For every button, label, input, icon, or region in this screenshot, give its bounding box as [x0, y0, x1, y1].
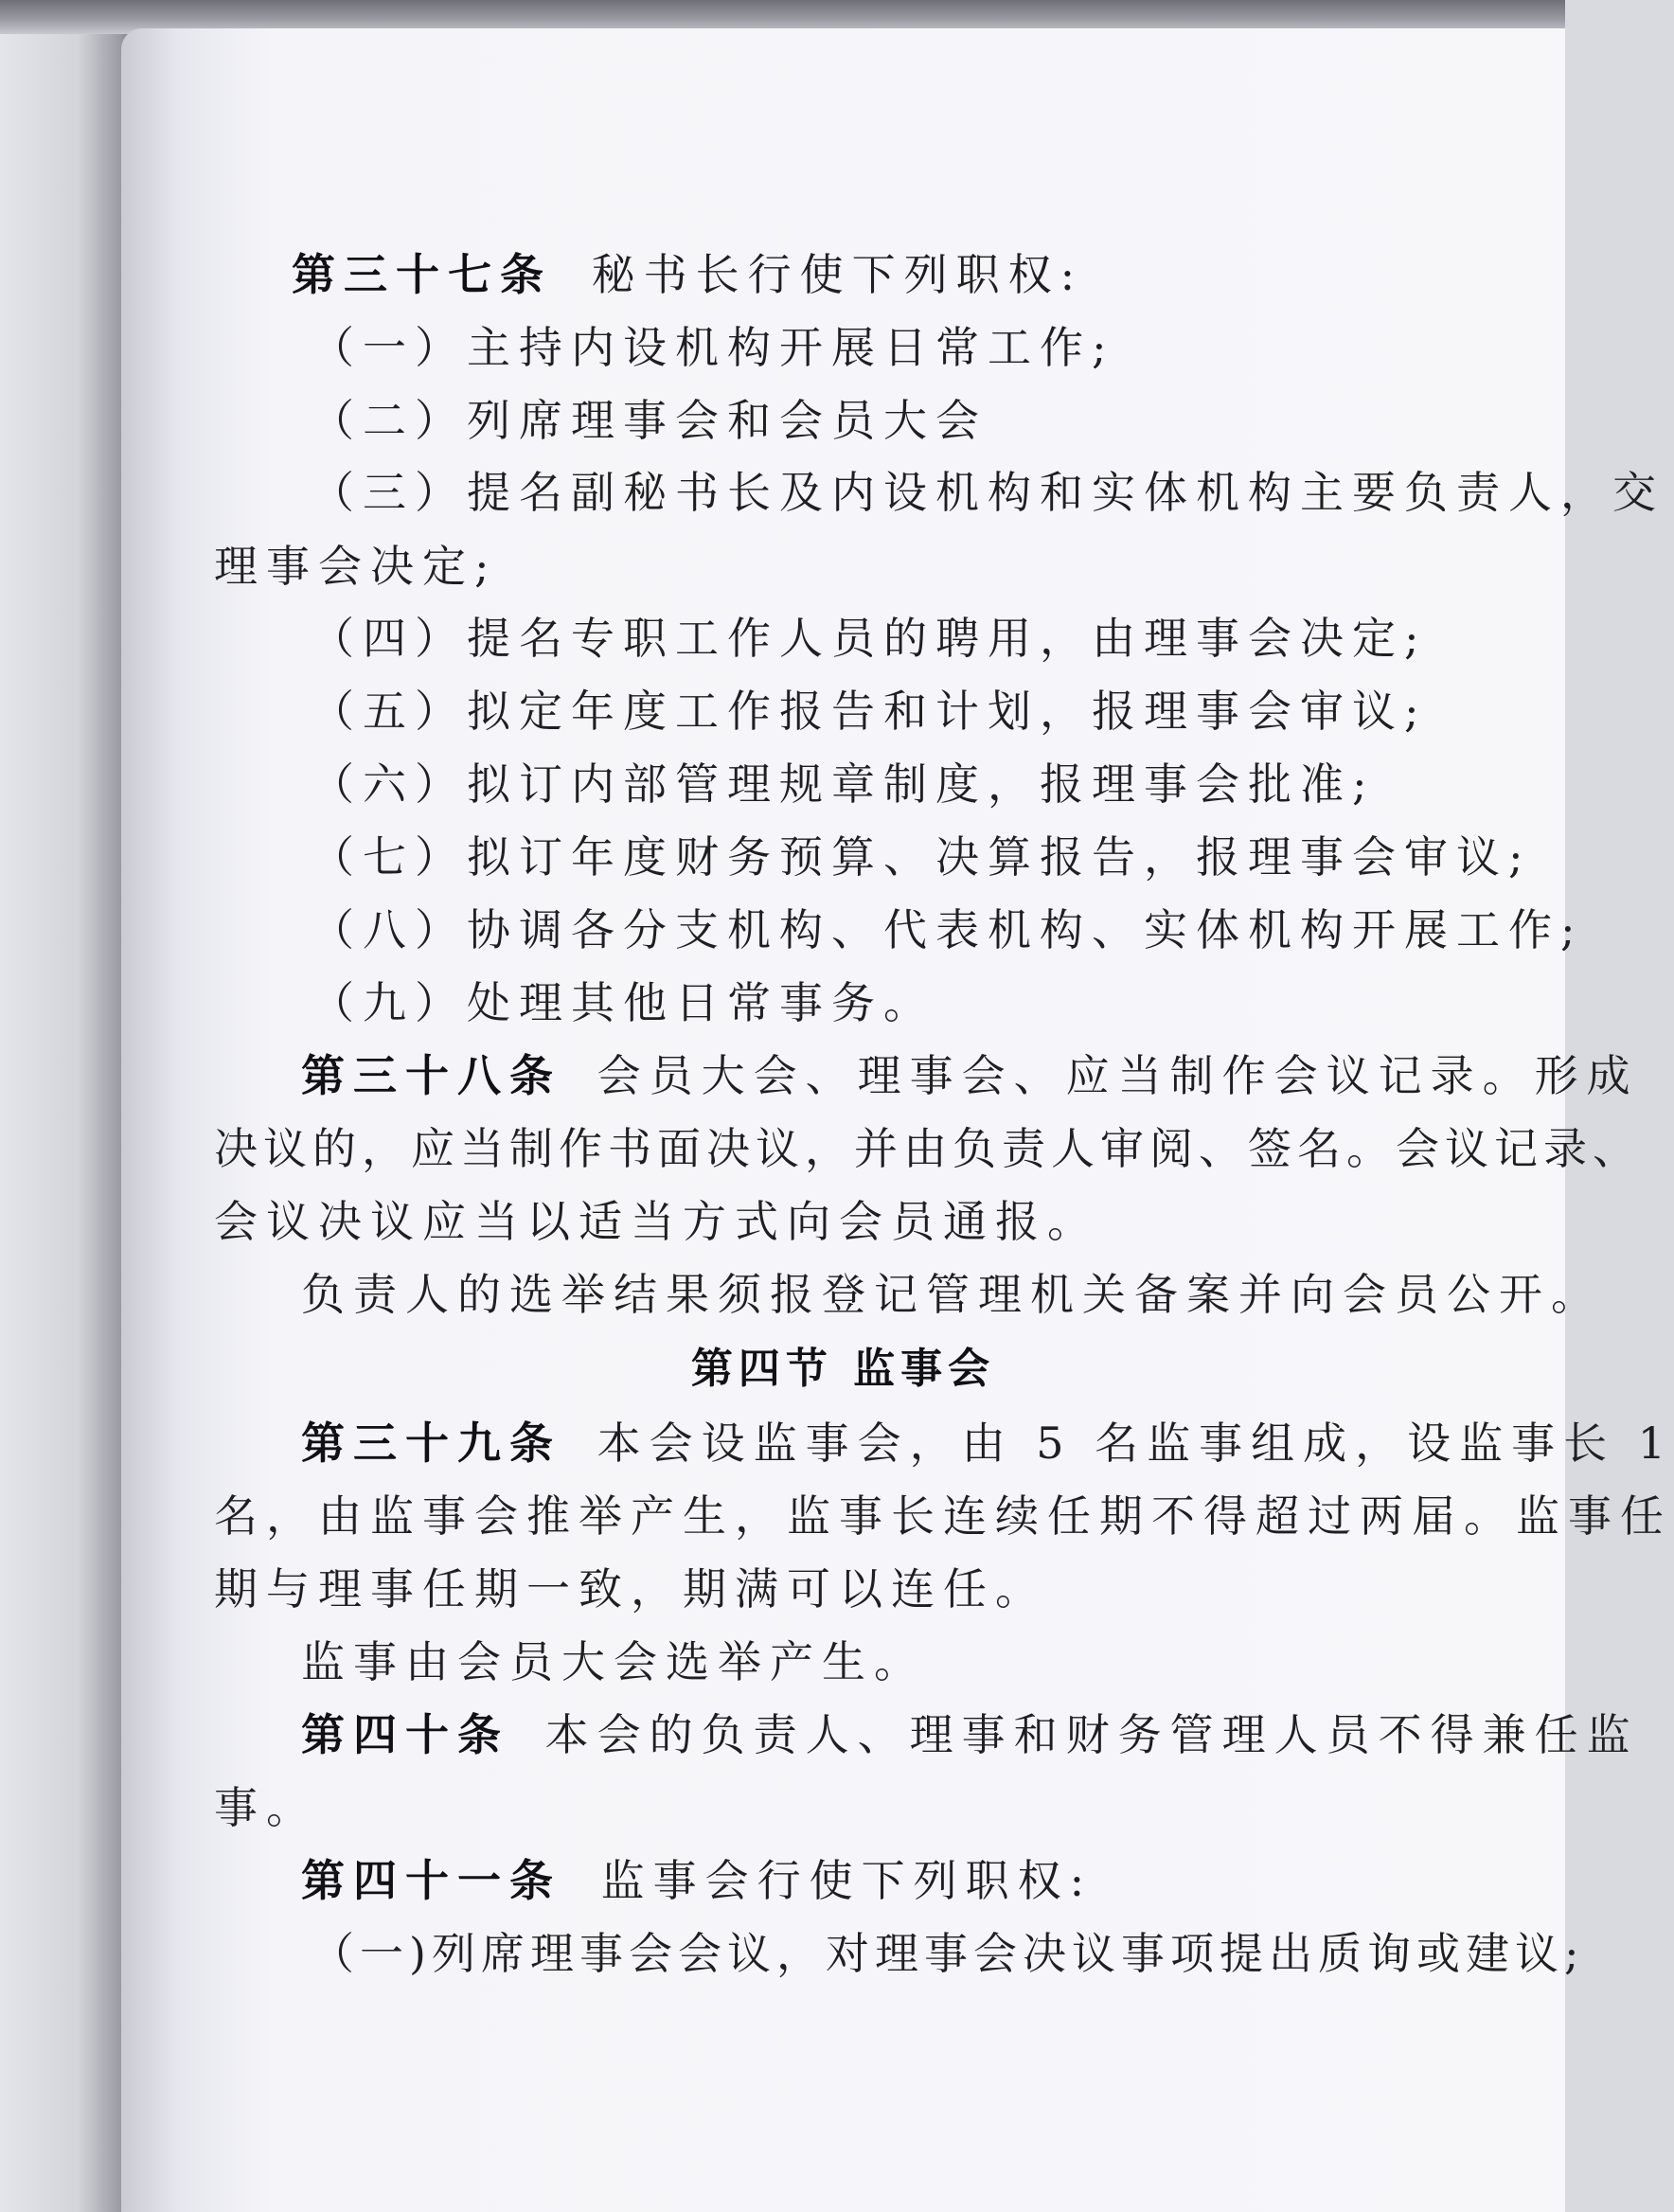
article40-heading-line — [301, 1708, 1639, 1761]
article39-line-2: 名，由监事会推举产生，监事长连续任期不得超过两届。监事任 — [214, 1490, 1672, 1542]
article38-line-4: 负责人的选举结果须报登记管理机关备案并向会员公开。 — [301, 1269, 1603, 1320]
article37-item-5: （五）拟定年度工作报告和计划，报理事会审议; — [311, 686, 1428, 737]
article37-item-3-cont: 理事会决定; — [214, 541, 498, 592]
article37-item-2: （二）列席理事会和会员大会 — [311, 395, 988, 446]
article38-line-2: 决议的，应当制作书面决议，并由负责人审阅、签名。会议记录、 — [214, 1123, 1642, 1174]
article41-item-1: （一)列席理事会会议，对理事会决议事项提出质询或建议; — [311, 1928, 1585, 1979]
article41-heading-line — [301, 1854, 1093, 1907]
article39-line-1: 本会设监事会，由 5 名监事组成，设监事长 1 — [597, 1418, 1674, 1469]
article37-item-9: （九）处理其他日常事务。 — [311, 977, 935, 1028]
article37-item-7: （七）拟订年度财务预算、决算报告，报理事会审议; — [311, 831, 1532, 883]
article39-heading: 第三十九条 — [301, 1418, 561, 1469]
article37-item-3: （三）提名副秘书长及内设机构和实体机构主要负责人，交 — [311, 467, 1665, 518]
article37-heading: 第三十七条 — [292, 249, 552, 300]
article37-heading-line — [292, 248, 1083, 301]
article39-line-3: 期与理事任期一致，期满可以连任。 — [214, 1563, 1047, 1614]
document-page — [121, 28, 1674, 2212]
article38-heading: 第三十八条 — [301, 1050, 561, 1101]
article39-line-4: 监事由会员大会选举产生。 — [301, 1636, 926, 1687]
article41-intro: 监事会行使下列职权: — [600, 1855, 1094, 1906]
article37-item-4: （四）提名专职工作人员的聘用，由理事会决定; — [311, 613, 1428, 664]
article37-intro: 秘书长行使下列职权: — [591, 249, 1084, 300]
article37-item-6: （六）拟订内部管理规章制度，报理事会批准; — [311, 758, 1376, 810]
article40-heading: 第四十条 — [301, 1709, 509, 1760]
article37-item-1: （一）主持内设机构开展日常工作; — [311, 322, 1115, 373]
article39-heading-line — [301, 1417, 1674, 1470]
article41-heading: 第四十一条 — [301, 1855, 561, 1906]
section4-title: 第四节 监事会 — [690, 1345, 996, 1393]
article37-item-8: （八）协调各分支机构、代表机构、实体机构开展工作; — [311, 904, 1584, 955]
article38-line-1: 会员大会、理事会、应当制作会议记录。形成 — [597, 1050, 1639, 1101]
article38-line-3: 会议决议应当以适当方式向会员通报。 — [214, 1196, 1099, 1247]
article38-heading-line — [301, 1049, 1639, 1102]
article40-line-2: 事。 — [214, 1782, 318, 1833]
article40-line-1: 本会的负责人、理事和财务管理人员不得兼任监 — [544, 1709, 1639, 1760]
